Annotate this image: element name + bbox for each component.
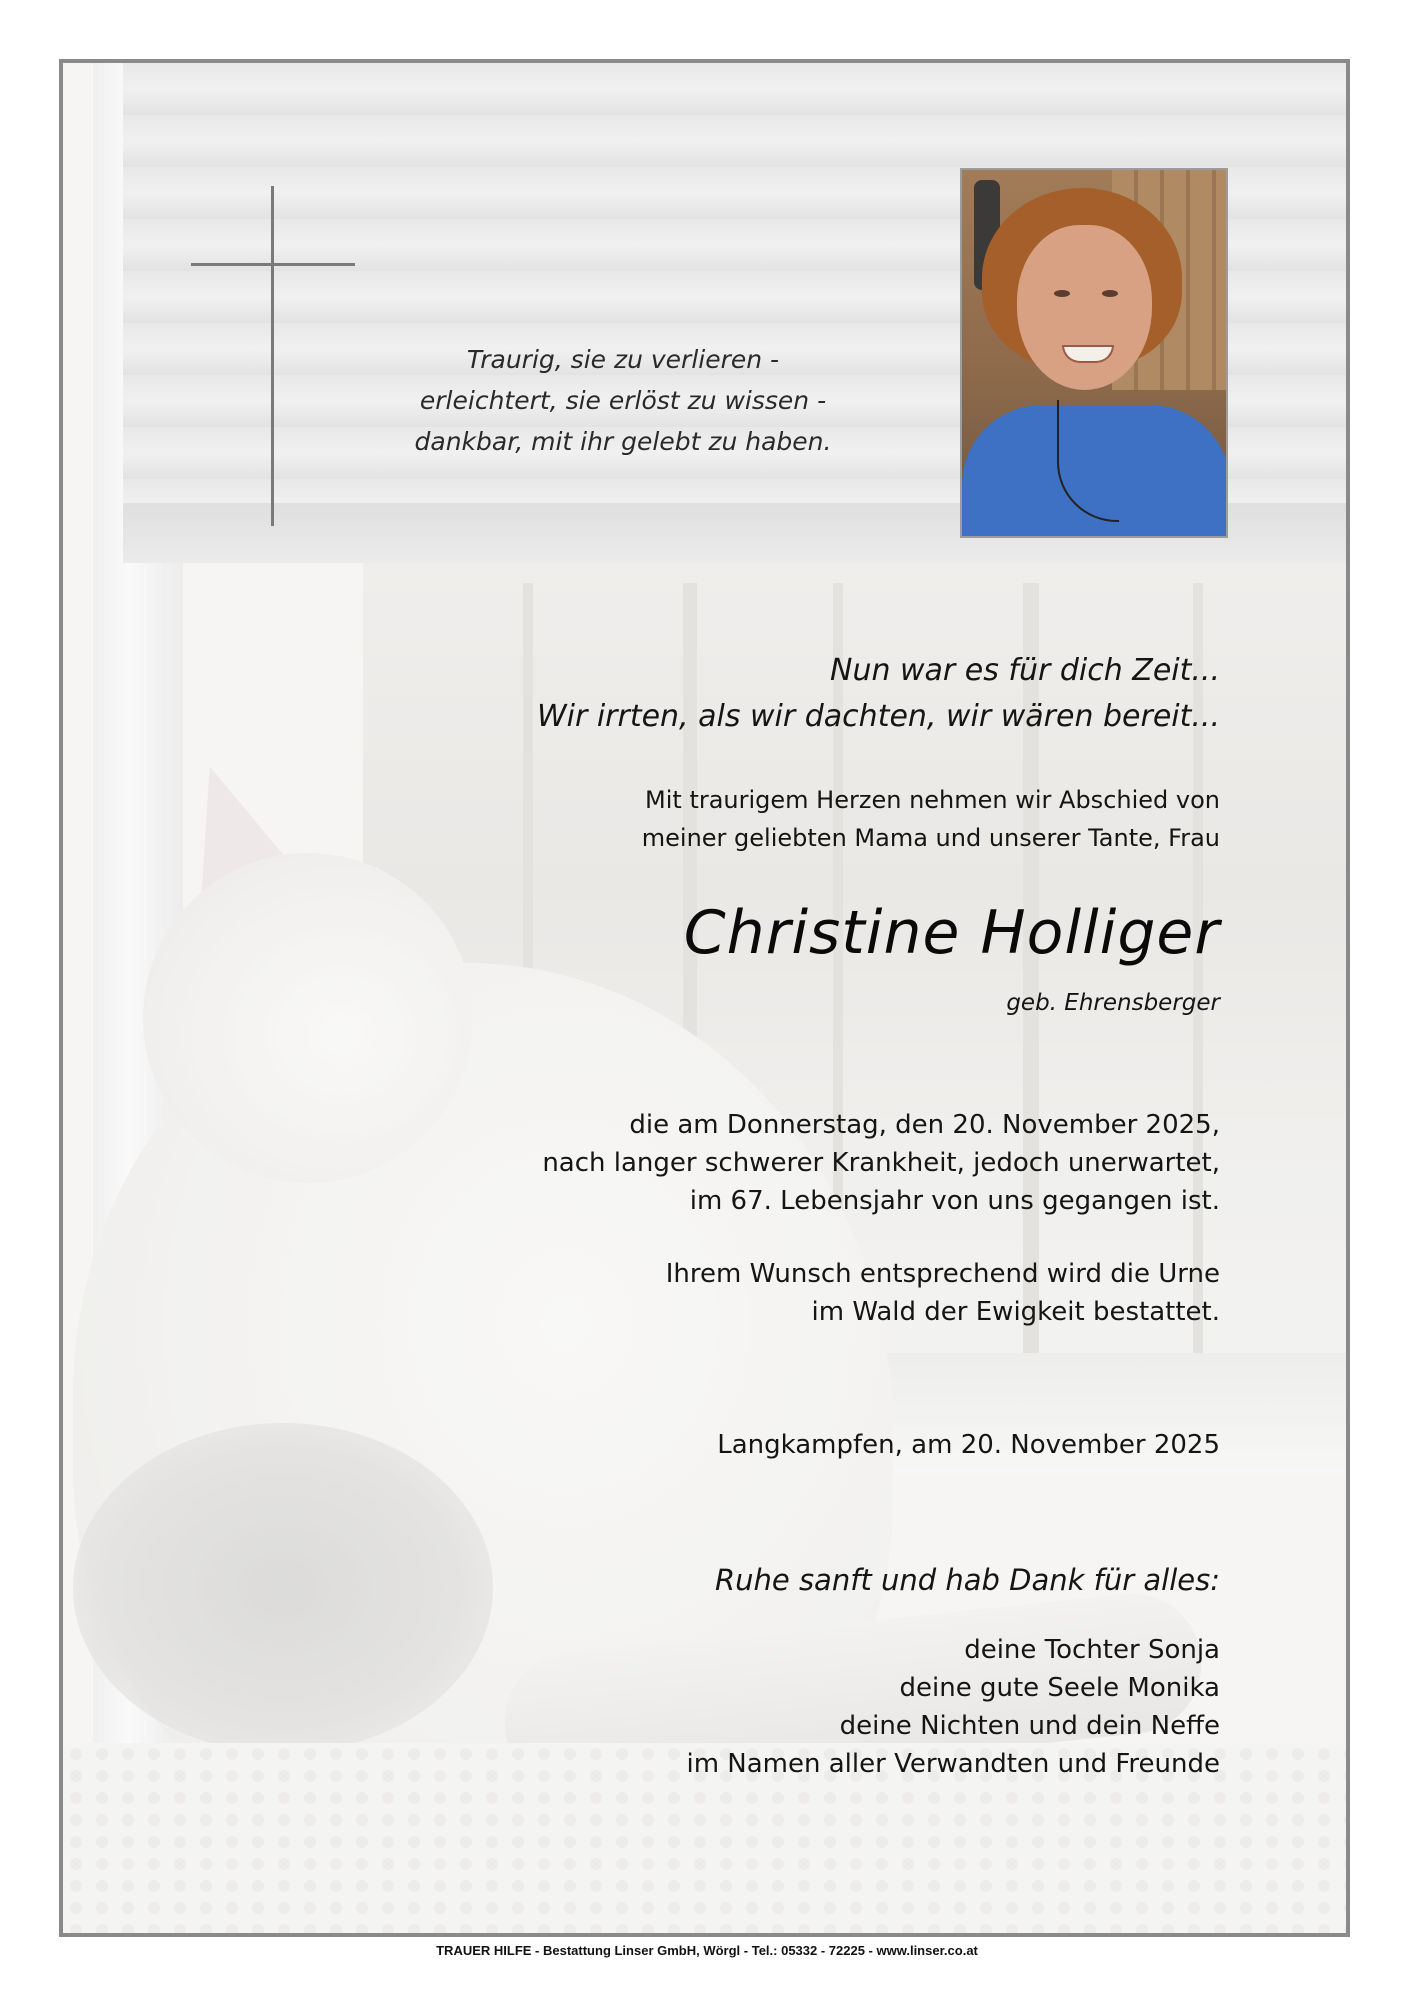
mourners-list: [686, 1631, 1220, 1783]
photo-face: [1017, 225, 1152, 390]
birth-name: geb. Ehrensberger: [1006, 990, 1220, 1016]
farewell-line: Ruhe sanft und hab Dank für alles:: [714, 1563, 1220, 1597]
mourner-line: deine Tochter Sonja: [964, 1635, 1220, 1665]
death-line: die am Donnerstag, den 20. November 2025,: [629, 1110, 1220, 1140]
urn-line: Ihrem Wunsch entsprechend wird die Urne: [665, 1259, 1220, 1289]
footer-imprint: TRAUER HILFE - Bestattung Linser GmbH, Wörgl - Tel.: 05332 - 72225 - www.linser.co.at: [436, 1943, 978, 1958]
quote: [537, 648, 1220, 740]
deceased-name: Christine Holliger: [683, 898, 1220, 968]
cross-icon: [271, 186, 274, 526]
verse-line: dankbar, mit ihr gelebt zu haben.: [414, 427, 832, 456]
photo-eye: [1054, 290, 1070, 297]
urn-line: im Wald der Ewigkeit bestattet.: [811, 1297, 1220, 1327]
death-line: im 67. Lebensjahr von uns gegangen ist.: [689, 1186, 1220, 1216]
death-line: nach langer schwerer Krankheit, jedoch unerwartet,: [542, 1148, 1220, 1178]
obituary-frame: [59, 59, 1350, 1937]
quote-line: Nun war es für dich Zeit...: [830, 653, 1220, 688]
portrait-photo: [960, 168, 1228, 538]
verse-line: erleichtert, sie erlöst zu wissen -: [419, 386, 827, 415]
opening-verse: [368, 339, 878, 462]
cross-icon-bar: [191, 263, 355, 266]
intro-line: Mit traurigem Herzen nehmen wir Abschied von: [645, 786, 1220, 814]
mourner-line: im Namen aller Verwandten und Freunde: [686, 1749, 1220, 1779]
death-notice: [542, 1106, 1220, 1220]
place-date: Langkampfen, am 20. November 2025: [717, 1430, 1220, 1460]
urn-notice: [666, 1255, 1220, 1331]
mourner-line: deine Nichten und dein Neffe: [839, 1711, 1220, 1741]
quote-line: Wir irrten, als wir dachten, wir wären bereit...: [536, 699, 1220, 734]
photo-eye: [1102, 290, 1118, 297]
mourner-line: deine gute Seele Monika: [899, 1673, 1220, 1703]
intro-text: [642, 781, 1220, 857]
verse-line: Traurig, sie zu verlieren -: [466, 345, 780, 374]
intro-line: meiner geliebten Mama und unserer Tante, Frau: [641, 824, 1220, 852]
